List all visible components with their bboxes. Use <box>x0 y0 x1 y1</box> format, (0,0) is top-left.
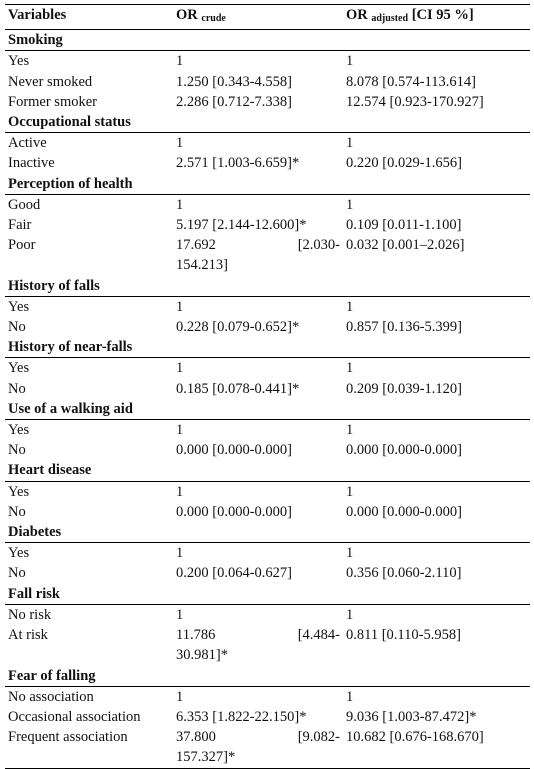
section-header-row <box>5 276 530 297</box>
or-crude-cell: 1 <box>176 196 184 213</box>
row-label: Active <box>8 135 47 152</box>
or-adjusted-cell: 0.209 [0.039-1.120] <box>346 380 462 397</box>
or-crude-cell: 2.571 [1.003-6.659]* <box>176 155 300 172</box>
row-label: Yes <box>8 483 30 500</box>
or-adjusted-cell: 1 <box>346 422 354 439</box>
section-title: Fall risk <box>5 584 530 605</box>
or-adjusted-cell: 1 <box>346 135 354 152</box>
section-header-row <box>5 112 530 133</box>
or-crude-cell: 1 <box>176 53 184 70</box>
or-crude-cell <box>173 625 343 665</box>
row-label: Occasional association <box>8 708 141 725</box>
or-adjusted-cell: 0.811 [0.110-5.958] <box>346 627 461 644</box>
or-crude-value: 17.692 <box>176 237 216 254</box>
or-adjusted-cell: 1 <box>346 298 354 315</box>
table-row <box>5 194 530 215</box>
section-header-row <box>5 460 530 481</box>
or-adjusted-cell: 1 <box>346 483 354 500</box>
section-title: History of near-falls <box>5 337 530 358</box>
or-crude-ci-start: [2.030- <box>297 237 340 254</box>
or-crude-cell: 0.000 [0.000-0.000] <box>176 503 292 520</box>
or-adjusted-cell: 1 <box>346 53 354 70</box>
or-crude-cell: 1 <box>176 360 184 377</box>
section-header-row <box>5 584 530 605</box>
or-adjusted-cell: 8.078 [0.574-113.614] <box>346 73 476 90</box>
table-row <box>5 420 530 441</box>
or-crude-cell: 1 <box>176 688 184 705</box>
table-row <box>5 133 530 154</box>
section-header-row <box>5 666 530 687</box>
or-crude-cell: 0.000 [0.000-0.000] <box>176 442 292 459</box>
or-crude-cell: 0.200 [0.064-0.627] <box>176 565 292 582</box>
section-title: Use of a walking aid <box>5 399 530 420</box>
section-header-row <box>5 337 530 358</box>
table-row <box>5 707 530 727</box>
section-title: History of falls <box>5 276 530 297</box>
row-label: Poor <box>8 237 36 254</box>
table-row <box>5 235 530 275</box>
table-row <box>5 481 530 502</box>
or-crude-cell: 5.197 [2.144-12.600]* <box>176 217 307 234</box>
or-crude-cell: 0.185 [0.078-0.441]* <box>176 380 300 397</box>
section-header-row <box>5 522 530 543</box>
or-adjusted-cell: 0.032 [0.001–2.026] <box>346 237 465 254</box>
or-crude-ci-end: 30.981]* <box>176 647 228 664</box>
or-adjusted-cell: 1 <box>346 196 354 213</box>
section-title: Smoking <box>5 30 530 51</box>
row-label: Yes <box>8 545 30 562</box>
row-label: Yes <box>8 298 30 315</box>
or-adjusted-cell: 1 <box>346 360 354 377</box>
or-crude-ci-start: [4.484- <box>297 627 340 644</box>
or-crude-cell: 1 <box>176 135 184 152</box>
or-crude-cell: 1 <box>176 298 184 315</box>
row-label: Good <box>8 196 41 213</box>
row-label: Never smoked <box>8 73 93 90</box>
table-row <box>5 92 530 112</box>
or-adjusted-cell: 0.857 [0.136-5.399] <box>346 319 462 336</box>
table-row <box>5 317 530 337</box>
table-row <box>5 440 530 460</box>
row-label: No <box>8 503 26 520</box>
row-label: No risk <box>8 606 52 623</box>
header-or-crude: OR $_{crude}$ <box>173 5 343 30</box>
or-adjusted-cell: 9.036 [1.003-87.472]* <box>346 708 477 725</box>
odds-ratio-table <box>5 4 530 769</box>
or-crude-ci-end: 157.327]* <box>176 749 236 766</box>
section-title: Fear of falling <box>5 666 530 687</box>
or-crude-ci-start: [9.082- <box>297 729 340 746</box>
section-header-row <box>5 30 530 51</box>
table-body <box>5 30 530 768</box>
table-row <box>5 153 530 173</box>
table-row <box>5 51 530 72</box>
row-label: No <box>8 380 26 397</box>
or-crude-cell: 2.286 [0.712-7.338] <box>176 93 292 110</box>
row-label: No <box>8 319 26 336</box>
table-row <box>5 727 530 768</box>
section-header-row <box>5 174 530 195</box>
table-row <box>5 296 530 317</box>
or-adjusted-cell: 0.000 [0.000-0.000] <box>346 442 462 459</box>
row-label: No <box>8 565 26 582</box>
or-adjusted-cell: 0.356 [0.060-2.110] <box>346 565 462 582</box>
row-label: Yes <box>8 360 30 377</box>
row-label: Yes <box>8 53 30 70</box>
row-label: No <box>8 442 26 459</box>
or-crude-cell: 6.353 [1.822-22.150]* <box>176 708 307 725</box>
header-variables: Variables <box>5 5 173 30</box>
or-crude-cell: 1 <box>176 545 184 562</box>
or-crude-ci-end: 154.213] <box>176 257 228 274</box>
row-label: No association <box>8 688 94 705</box>
table-row <box>5 686 530 707</box>
or-adjusted-cell: 0.109 [0.011-1.100] <box>346 217 462 234</box>
table-row <box>5 502 530 522</box>
section-title: Diabetes <box>5 522 530 543</box>
or-crude-value: 11.786 <box>176 627 216 644</box>
or-adjusted-cell: 1 <box>346 606 354 623</box>
or-crude-cell: 1 <box>176 483 184 500</box>
section-title: Occupational status <box>5 112 530 133</box>
table-row <box>5 604 530 625</box>
or-crude-cell <box>173 727 343 768</box>
table-row <box>5 72 530 92</box>
or-crude-cell: 0.228 [0.079-0.652]* <box>176 319 300 336</box>
section-header-row <box>5 399 530 420</box>
table-row <box>5 379 530 399</box>
or-adjusted-cell: 1 <box>346 688 354 705</box>
section-title: Perception of health <box>5 174 530 195</box>
row-label: Frequent association <box>5 727 173 768</box>
row-label: At risk <box>8 627 48 644</box>
or-adjusted-cell: 0.220 [0.029-1.656] <box>346 155 462 172</box>
row-label: Former smoker <box>8 93 97 110</box>
row-label: Fair <box>8 217 32 234</box>
table-row <box>5 563 530 583</box>
row-label: Inactive <box>8 155 55 172</box>
table-row <box>5 625 530 665</box>
or-crude-cell: 1 <box>176 422 184 439</box>
or-crude-cell: 1 <box>176 606 184 623</box>
table-header-row <box>5 5 530 30</box>
header-or-adjusted: OR $_{adjusted}$ [CI 95 %] <box>343 5 530 30</box>
table-row <box>5 215 530 235</box>
or-adjusted-cell: 0.000 [0.000-0.000] <box>346 503 462 520</box>
table-row <box>5 358 530 379</box>
or-crude-cell <box>173 235 343 275</box>
or-adjusted-cell: 10.682 [0.676-168.670] <box>343 727 530 768</box>
or-adjusted-cell: 1 <box>346 545 354 562</box>
or-crude-value: 37.800 <box>176 729 216 746</box>
or-crude-cell: 1.250 [0.343-4.558] <box>176 73 292 90</box>
table-row <box>5 543 530 564</box>
row-label: Yes <box>8 422 30 439</box>
or-adjusted-cell: 12.574 [0.923-170.927] <box>346 93 484 110</box>
section-title: Heart disease <box>5 460 530 481</box>
